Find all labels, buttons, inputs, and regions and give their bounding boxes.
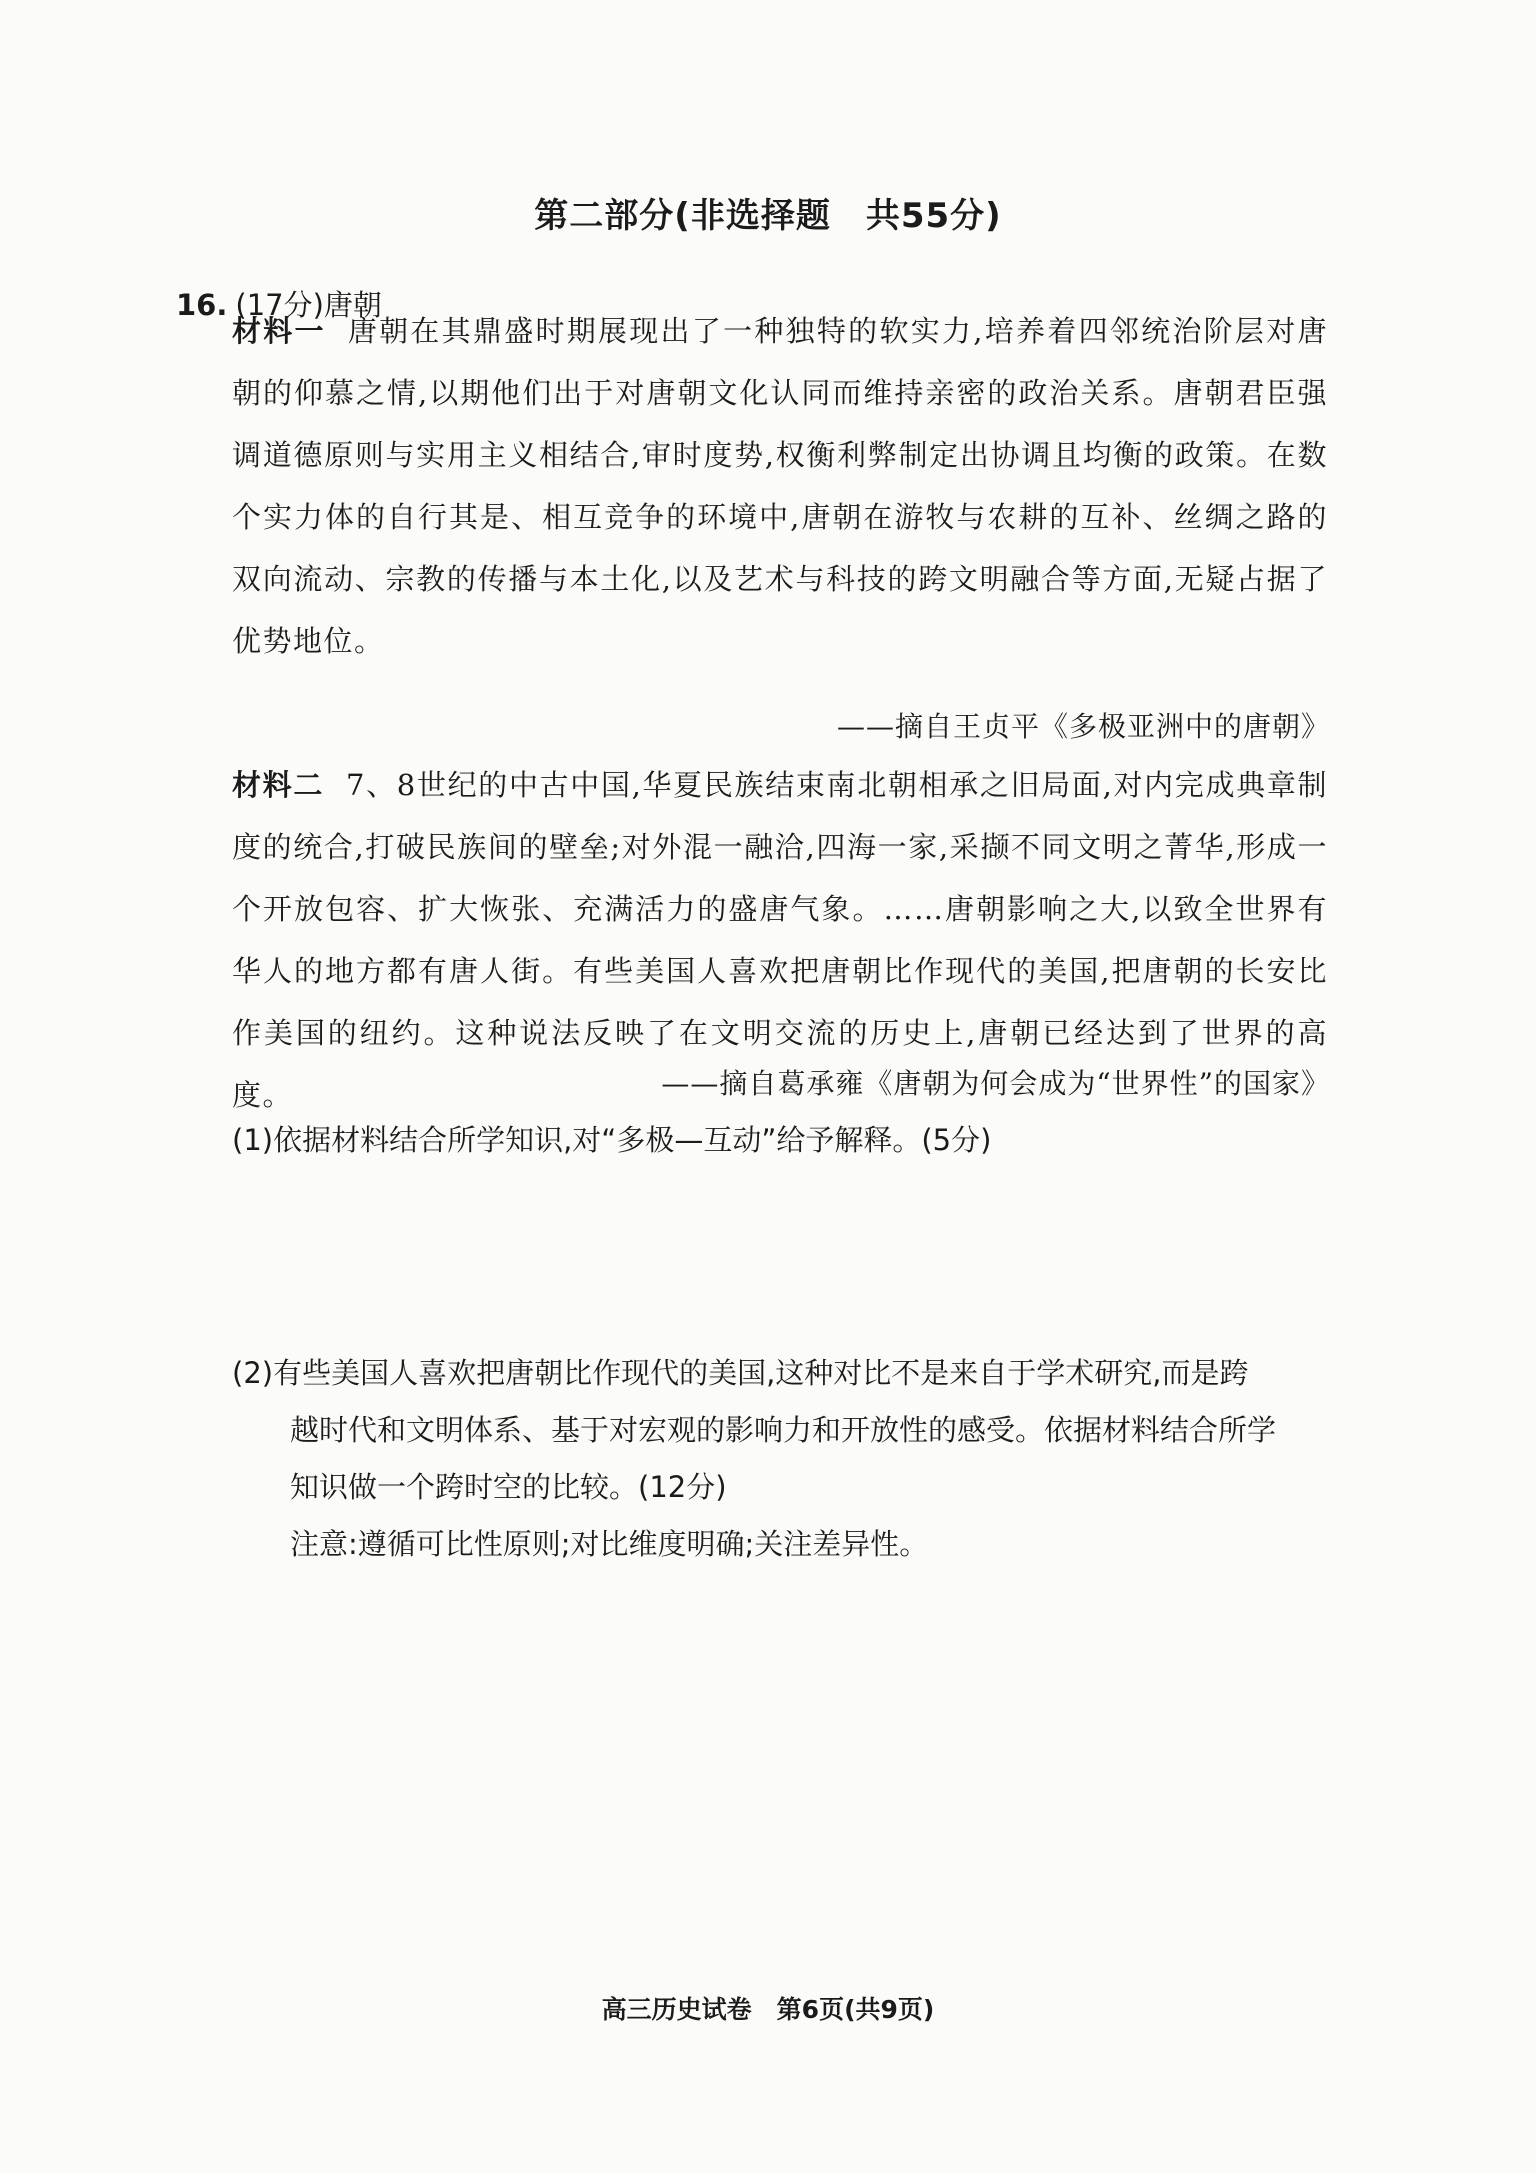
material-two-label: 材料二 bbox=[232, 768, 325, 802]
material-two-text: 7、8世纪的中古中国,华夏民族结束南北朝相承之旧局面,对内完成典章制度的统合,打破民族间的壁垒;对外混一融洽,四海一家,采撷不同文明之菁华,形成一个开放包容、扩大恢张、充满活力的盛唐气象。……唐朝影响之大,以致全世界有华人的地方都有唐人街。有些美国人喜欢把唐朝比作现代的美国,把唐朝的长安比作美国的纽约。这种说法反映了在文明交流的历史上,唐朝已经达到了世界的高度。 bbox=[232, 768, 1328, 1112]
material-one-label: 材料一 bbox=[232, 314, 326, 348]
page-footer: 高三历史试卷 第6页(共9页) bbox=[601, 1995, 935, 2024]
material-one-source: ——摘自王贞平《多极亚洲中的唐朝》 bbox=[836, 710, 1330, 743]
sub-question-2-line-3: 知识做一个跨时空的比较。(12分) bbox=[290, 1470, 727, 1504]
material-one bbox=[232, 300, 1328, 672]
sub-question-2 bbox=[232, 1345, 1328, 1573]
sub-question-2-line-2: 越时代和文明体系、基于对宏观的影响力和开放性的感受。依据材料结合所学 bbox=[290, 1413, 1277, 1447]
sub-question-2-line-1: (2)有些美国人喜欢把唐朝比作现代的美国,这种对比不是来自于学术研究,而是跨 bbox=[232, 1356, 1249, 1390]
question-number: 16. bbox=[176, 288, 228, 322]
question-points-topic: (17分)唐朝 bbox=[235, 288, 382, 322]
section-title: 第二部分(非选择题 共55分) bbox=[534, 196, 1002, 236]
material-two-source: ——摘自葛承雍《唐朝为何会成为“世界性”的国家》 bbox=[661, 1067, 1330, 1100]
sub-question-1: (1)依据材料结合所学知识,对“多极—互动”给予解释。(5分) bbox=[232, 1123, 992, 1157]
sub-question-2-note: 注意:遵循可比性原则;对比维度明确;关注差异性。 bbox=[290, 1527, 929, 1561]
material-one-text: 唐朝在其鼎盛时期展现出了一种独特的软实力,培养着四邻统治阶层对唐朝的仰慕之情,以期他们出于对唐朝文化认同而维持亲密的政治关系。唐朝君臣强调道德原则与实用主义相结合,审时度势,权衡利弊制定出协调且均衡的政策。在数个实力体的自行其是、相互竞争的环境中,唐朝在游牧与农耕的互补、丝绸之路的双向流动、宗教的传播与本土化,以及艺术与科技的跨文明融合等方面,无疑占据了优势地位。 bbox=[232, 314, 1328, 658]
